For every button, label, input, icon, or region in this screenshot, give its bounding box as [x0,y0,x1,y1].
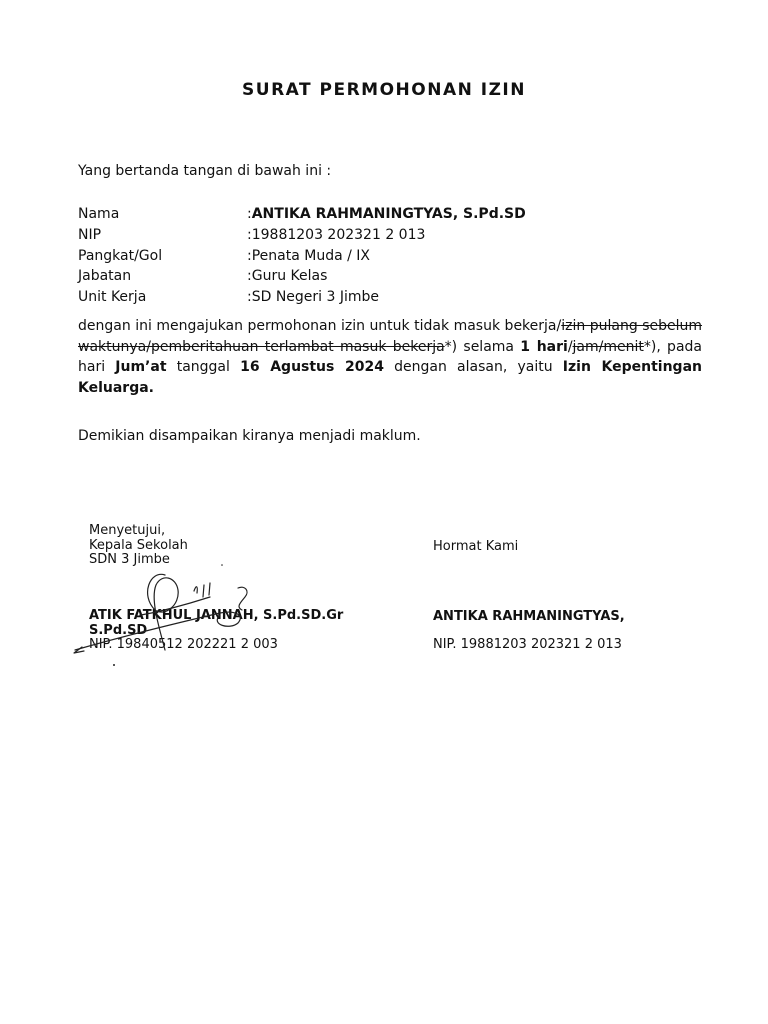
identity-value: ANTIKA RAHMANINGTYAS, S.Pd.SD [251,206,526,223]
right-signatory-greeting: Hormat Kami [433,539,519,554]
right-signatory-name: ANTIKA RAHMANINGTYAS, [433,609,625,624]
identity-value: Penata Muda / IX [251,247,371,264]
para-text: dengan alasan, yaitu [383,359,563,375]
para-text: / [567,338,573,355]
identity-separator: : [247,247,252,264]
para-text: dengan ini mengajukan permohonan izin untuk tidak masuk bekerja/ [78,318,562,334]
handwritten-signature [70,552,270,675]
identity-row-nama [78,204,526,225]
signatory-position: Kepala Sekolah [89,537,188,553]
identity-label: Pangkat/Gol [78,247,163,264]
day-value: Jum’at [115,359,167,375]
identity-row-pangkat [78,245,526,266]
closing-text: Demikian disampaikan kiranya menjadi maklum. [78,428,421,444]
identity-row-unit-kerja [78,287,526,308]
intro-text: Yang bertanda tangan di bawah ini : [78,163,332,179]
para-text: tanggal [166,359,241,375]
left-signatory-name: ATIK FATKHUL JANNAH, S.Pd.SD.Gr S.Pd.SD [89,608,344,638]
right-signatory-nip: NIP. 19881203 202321 2 013 [433,637,622,652]
identity-row-jabatan [78,266,526,287]
identity-table [78,204,526,307]
para-struck-option: jam/menit [572,338,644,355]
reason-value: Izin Kepentingan Keluarga. [78,359,702,396]
document-title: SURAT PERMOHONAN IZIN [242,80,526,100]
identity-separator: : [247,289,252,306]
identity-label: Jabatan [78,268,132,285]
identity-separator: : [247,227,252,244]
para-text: *), pada hari [78,338,702,375]
left-signatory-nip: NIP. 19840512 202221 2 003 [89,637,278,652]
para-struck-option: izin pulang sebelum waktunya/pemberitahuan terlambat masuk bekerja [78,318,703,355]
identity-row-nip [78,225,526,246]
identity-label: NIP [78,227,102,244]
approval-label: Menyetujui, [89,523,166,538]
request-paragraph [78,316,702,398]
identity-label: Nama [78,206,120,223]
para-text: *) selama [444,338,521,355]
identity-value: 19881203 202321 2 013 [251,227,426,244]
identity-separator: : [247,206,252,223]
identity-value: Guru Kelas [251,268,328,285]
identity-label: Unit Kerja [78,289,147,306]
signatory-school: SDN 3 Jimbe [89,552,170,567]
identity-value: SD Negeri 3 Jimbe [251,289,380,306]
date-value: 16 Agustus 2024 [240,359,384,375]
duration-value: 1 hari [520,338,568,355]
identity-separator: : [247,268,252,285]
